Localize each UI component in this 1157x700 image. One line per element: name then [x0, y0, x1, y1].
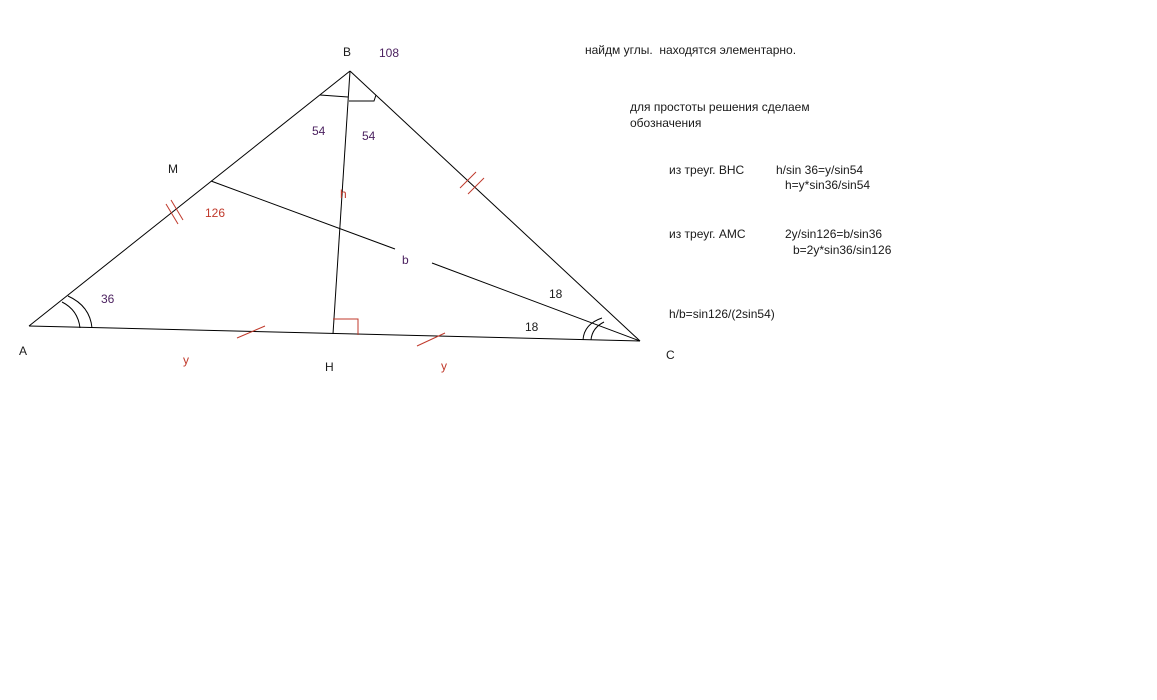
note-tri-amc-label: из треуг. АМС	[669, 227, 746, 241]
angle-arc-a-inner	[62, 302, 80, 328]
altitude-bh	[333, 71, 350, 334]
vertex-label-a: A	[19, 344, 28, 358]
note-tri-amc-eq1: 2y/sin126=b/sin36	[785, 227, 883, 241]
tick-am-1	[166, 204, 178, 224]
side-ab	[29, 71, 350, 326]
right-angle-mark-h	[333, 319, 358, 335]
angle-label-a: 36	[101, 292, 115, 306]
tick-am-2	[171, 200, 183, 220]
vertex-label-m: M	[168, 162, 178, 176]
side-ac	[29, 326, 640, 341]
note-ratio: h/b=sin126/(2sin54)	[669, 307, 775, 321]
note-notation-line1: для простоты решения сделаем	[630, 100, 810, 114]
angle-arc-c-outer	[583, 318, 602, 340]
segment-label-b: b	[402, 253, 409, 267]
angle-arc-a-outer	[68, 296, 92, 328]
note-tri-bhc-eq2: h=y*sin36/sin54	[785, 178, 871, 192]
angle-label-mca: 18	[549, 287, 563, 301]
note-tri-amc-eq2: b=2y*sin36/sin126	[793, 243, 892, 257]
note-tri-bhc-eq1: h/sin 36=y/sin54	[776, 163, 864, 177]
side-bc	[350, 71, 640, 341]
angle-label-abh: 54	[312, 124, 326, 138]
angle-mark-abh	[320, 95, 348, 97]
segment-label-h: h	[340, 187, 347, 201]
vertex-label-c: C	[666, 348, 675, 362]
angle-label-hbc: 54	[362, 129, 376, 143]
segment-label-y-left: y	[183, 353, 189, 367]
segment-mc-part1	[211, 181, 395, 249]
angle-mark-hbc	[349, 95, 376, 101]
segment-label-y-right: y	[441, 359, 447, 373]
tick-hc	[417, 333, 445, 346]
angle-label-hcb: 18	[525, 320, 539, 334]
note-find-angles: найдм углы. находятся элементарно.	[585, 43, 797, 57]
vertex-label-b: B	[343, 45, 352, 59]
angle-label-b: 108	[379, 46, 400, 60]
tick-bc-2	[468, 178, 484, 194]
vertex-label-h: H	[325, 360, 334, 374]
angle-label-amc: 126	[205, 206, 226, 220]
note-tri-bhc-label: из треуг. ВНС	[669, 163, 745, 177]
note-notation-line2: обозначения	[630, 116, 702, 130]
